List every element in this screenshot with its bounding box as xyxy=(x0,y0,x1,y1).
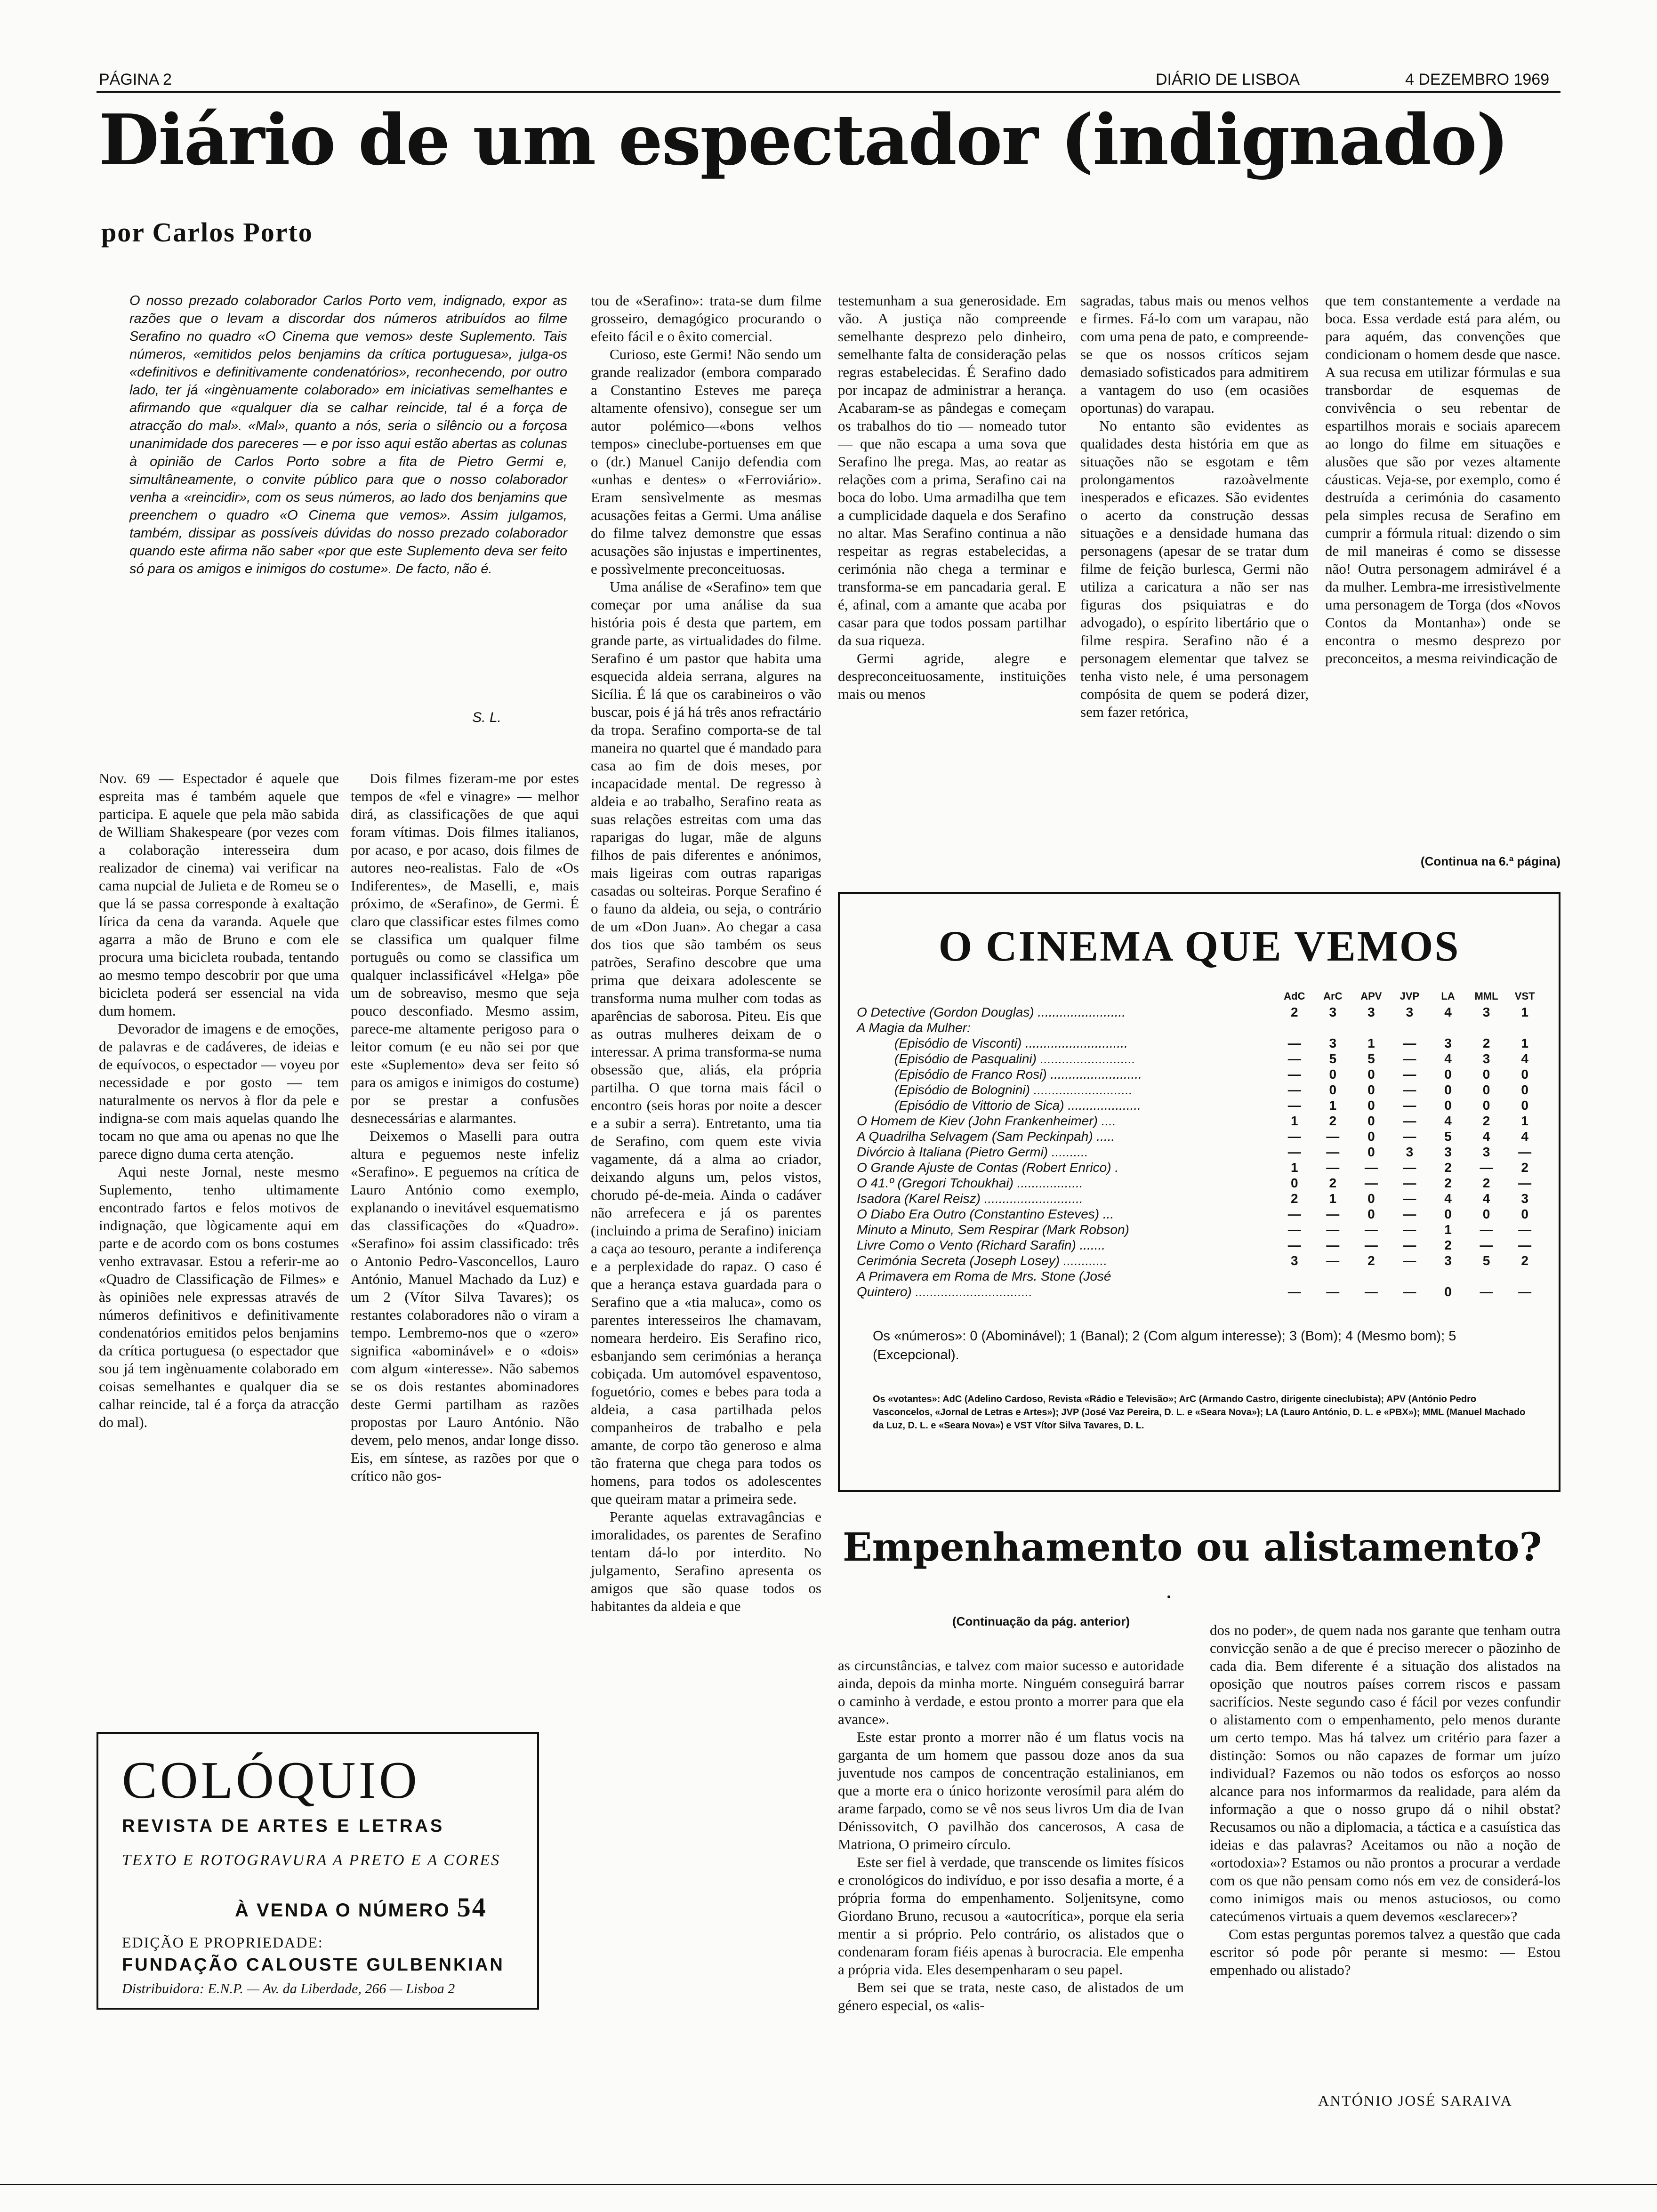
table-row xyxy=(857,1222,1544,1237)
article-2-column-2 xyxy=(1210,1621,1560,1979)
rating-cell: 3 xyxy=(1329,1004,1337,1019)
rating-cell: — xyxy=(1403,1035,1416,1050)
rating-cell: 4 xyxy=(1444,1191,1452,1206)
rating-cell xyxy=(1352,1020,1391,1035)
rating-cell: 4 xyxy=(1444,1051,1452,1066)
rating-scale-legend: Os «números»: 0 (Abominável); 1 (Banal); 2 (Com algum interesse); 3 (Bom); 4 (Mesmo bom); 5 (Excepcional). xyxy=(873,1329,1456,1362)
paragraph: dos no poder», de quem nada nos garante que tenham outra convicção senão a de que é preciso merecer o pãozinho de cada dia. Bem diferente é a situação dos alistados na oposição que noutros países correm riscos e passam sacrifícios. Neste segundo caso é fácil por vezes confundir o alistamento com o empenhamento, pelo menos durante um certo tempo. Mas há talvez um critério para fazer a distinção: Somos ou não capazes de formar um juízo individual? Fazemos ou não todos os esforços ao nosso alcance para nos informarmos da realidade, para além da informação a que o nosso grupo dá o nihil obstat? Recusamos ou não a diplomacia, a táctica e a casuística das ideias e das palavras? Aceitamos ou não a noção de «ortodoxia»? Estamos ou não prontos a procurar a verdade com os que não pensam como nós em vez de considerá-los como inimigos mais ou menos astuciosos, ou como catecúmenos virtuais a quem devemos «esclarecer»? xyxy=(1210,1622,1560,1924)
rating-cell: — xyxy=(1518,1175,1532,1190)
table-row xyxy=(857,1051,1544,1066)
rating-cell: 2 xyxy=(1444,1160,1452,1175)
rating-cell: — xyxy=(1403,1082,1416,1097)
film-title: (Episódio de Franco Rosi) ......................... xyxy=(894,1066,1142,1082)
rating-cell: 0 xyxy=(1482,1066,1490,1082)
rating-cell: 1 xyxy=(1521,1035,1528,1050)
paragraph: Aqui neste Jornal, neste mesmo Suplemento, tenho ultimamente encontrado fartos e felos motivos de indignação, que lògicamente aqui em parte e de acordo com os bons costumes venho extravasar. Estou a referir-me ao «Quadro de Classificação de Filmes» e às opiniões nele expressas através de números definitivos e definitivamente condenatórios emitidos pelos benjamins da crítica portuguesa (o espectador que sou já tem ingènuamente colaborado em coisas semelhantes e qualquer dia se calhar reincide, tal é a força da atracção do mal). xyxy=(99,1163,339,1430)
paragraph: Devorador de imagens e de emoções, de palavras e de cadáveres, de ideias e de equívocos, o espectador — voyeu por necessidade e por gosto — tem naturalmente os nervos à flor da pele e indigna-se com mais aquelas quando lhe tocam no que ama ou apenas no que lhe parece digno duma certa atenção. xyxy=(99,1020,339,1162)
paragraph: sagradas, tabus mais ou menos velhos e firmes. Fá-lo com um varapau, não com uma pena de pato, e compreende-se que os nossos críticos sejam demasiado sofisticados para admitirem a vantagem do uso (em ocasiões oportunas) do varapau. xyxy=(1080,292,1309,416)
rating-cell xyxy=(1505,1268,1544,1284)
rating-cell xyxy=(1391,1020,1429,1035)
paragraph: Este ser fiel à verdade, que transcende os limites físicos e cronológicos do indivíduo, e por isso desafia a morte, é a própria forma do empenhamento. Soljenitsyne, como Giordano Bruno, recusou a «autocrítica», porque ela seria mentir a si próprio. Pelo contrário, os alistados que o condenaram foram fiéis apenas à burocracia. Ele empenha a própria vida. Eles desempenharam o seu papel. xyxy=(838,1854,1184,1978)
rating-cell: — xyxy=(1287,1144,1301,1159)
film-title: (Episódio de Visconti) ............................ xyxy=(894,1035,1128,1050)
article-column-3 xyxy=(591,292,821,1615)
film-title: A Primavera em Roma de Mrs. Stone (José xyxy=(857,1268,1111,1283)
rating-cell: 0 xyxy=(1444,1066,1452,1082)
rating-cell: — xyxy=(1518,1222,1532,1237)
rating-cell: — xyxy=(1326,1129,1340,1144)
rating-cell: — xyxy=(1364,1175,1378,1190)
rating-cell: 4 xyxy=(1444,1004,1452,1019)
footer-rule xyxy=(0,2184,1657,2185)
table-row xyxy=(857,1066,1544,1082)
paragraph: Germi agride, alegre e despreconceituosamente, instituições mais ou menos xyxy=(838,650,1066,702)
table-body xyxy=(857,1004,1544,1299)
rating-cell: 0 xyxy=(1367,1082,1375,1097)
rating-cell: 0 xyxy=(1367,1113,1375,1128)
rating-cell: 3 xyxy=(1444,1035,1452,1050)
rating-cell: — xyxy=(1364,1222,1378,1237)
film-title: Isadora (Karel Reisz) ........................... xyxy=(857,1191,1083,1206)
article-column-5 xyxy=(1080,292,1309,721)
paragraph: tou de «Serafino»: trata-se dum filme grosseiro, demagógico procurando o efeito fácil e o êxito comercial. xyxy=(591,292,821,345)
rating-cell: 0 xyxy=(1521,1098,1528,1113)
cinema-ratings-title: O CINEMA QUE VEMOS xyxy=(938,922,1460,970)
film-title: (Episódio de Bolognini) ........................... xyxy=(894,1082,1133,1097)
table-row xyxy=(857,1206,1544,1222)
cinema-ratings-table xyxy=(857,990,1544,1299)
paragraph: Perante aquelas extravagâncias e imoralidades, os parentes de Serafino tentam dá-lo por interdito. No julgamento, Serafino apresenta os amigos que são quase todos os habitantes da aldeia e que xyxy=(591,1508,821,1614)
rating-cell: — xyxy=(1364,1237,1378,1252)
rating-cell: 0 xyxy=(1521,1066,1528,1082)
bullet-dot xyxy=(1167,1595,1170,1598)
paragraph: Com estas perguntas poremos talvez a questão que cada escritor só pode pôr perante si mesmo: — Estou empenhado ou alistado? xyxy=(1210,1926,1560,1978)
film-title: (Episódio de Vittorio de Sica) .................... xyxy=(894,1098,1141,1113)
ad-issue-number: 54 xyxy=(457,1892,487,1923)
table-row xyxy=(857,1129,1544,1144)
editorial-signature: S. L. xyxy=(472,710,501,725)
table-header-film xyxy=(857,990,1275,1004)
table-header: MML xyxy=(1474,990,1498,1002)
paragraph: No entanto são evidentes as qualidades desta história em que as situações não se esgotam e têm prolongamentos razoàvelmente inesperados e eficazes. São evidentes o acerto da construção dessas situações e a densidade humana das personagens (apesar de se tratar dum filme de feição burlesca, Germi não utiliza a caricatura a não ser nas figuras dos psiquiatras e do advogado), o espírito libertário que o filme respira. Serafino não é a personagem elementar que talvez se tenha visto nele, é uma personagem compósita de quem se poderá dizer, sem fazer retórica, xyxy=(1080,417,1309,720)
rating-cell: — xyxy=(1364,1160,1378,1175)
rating-cell: 5 xyxy=(1482,1253,1490,1268)
rating-cell: 0 xyxy=(1444,1082,1452,1097)
ad-distribution: Distribuidora: E.N.P. — Av. da Liberdade, 266 — Lisboa 2 xyxy=(122,1981,455,1996)
rating-cell: — xyxy=(1287,1222,1301,1237)
rating-cell: — xyxy=(1403,1253,1416,1268)
rating-cell: — xyxy=(1287,1237,1301,1252)
rating-cell: — xyxy=(1403,1051,1416,1066)
rating-cell: — xyxy=(1480,1284,1493,1299)
continued-note: (Continua na 6.ª página) xyxy=(1420,854,1560,868)
rating-cell: — xyxy=(1287,1284,1301,1299)
article-column-2 xyxy=(351,769,579,1485)
rating-cell: — xyxy=(1403,1160,1416,1175)
issue-date: 4 DEZEMBRO 1969 xyxy=(1405,71,1550,88)
paragraph: testemunham a sua generosidade. Em vão. A justiça não compreende semelhante desprezo pelo dinheiro, semelhante falta de consideração pelas regras estabelecidas. É Serafino dado por incapaz de administrar a herança. Acabaram-se as pândegas e começam os trabalhos do tio — nomeado tutor — que não escapa a uma sova que Serafino lhe prega. Mas, ao reatar as relações com a prima, Serafino cai na boca do lobo. Uma armadilha que tem a cumplicidade daquela e dos Serafino no altar. Mas Serafino continua a não respeitar as regras estabelecidas, a cerimónia não chega a terminar e transforma-se em pancadaria geral. E é, afinal, com a amante que acaba por casar para que todos possam partilhar da sua riqueza. xyxy=(838,292,1066,649)
film-title: A Quadrilha Selvagem (Sam Peckinpah) ..... xyxy=(857,1129,1115,1144)
rating-cell: 2 xyxy=(1367,1253,1375,1268)
rating-cell: 1 xyxy=(1329,1191,1337,1206)
paragraph: Uma análise de «Serafino» tem que começar por uma análise da sua história pois é desta que partem, em grande parte, as virtualidades do filme. Serafino é um pastor que habita uma esquecida aldeia serrana, algures na Sicília. É lá que os carabineiros o vão buscar, pois é já há três anos refractário da tropa. Serafino comporta-se de tal maneira no quartel que é mandado para casa ao fim de dois meses, por incapacidade mental. De regresso à aldeia e ao trabalho, Serafino reata as suas relações estreitas com uma das raparigas do lugar, mãe de alguns filhos de pais diferentes e anónimos, mais ligeiras com outras raparigas casadas ou solteiras. Porque Serafino é o fauno da aldeia, ou seja, o contrário de um «Don Juan». Ao chegar a casa dos tios que são também os seus patrões, Serafino descobre que uma prima que deixara adolescente se transforma numa mulher com todas as aparências de saborosa. Piteu. Eis que as outras mulheres deixam de o interessar. A prima transforma-se numa obsessão que, aliás, ela própria partilha. O que torna mais fácil o encontro (seis horas por noite a descer e a subir a serra). Entretanto, uma tia de Serafino, com quem este vivia vagamente, dá a alma ao criador, deixando alguns um, pelos vistos, chorudo pé-de-meia. Ainda o cadáver não arrefecera e já os parentes (incluindo a prima de Serafino) iniciam a caça ao tesouro, perante a indiferença e a perplexidade do rapaz. O caso é que a herança estava guardada para o Serafino que a «tia maluca», como os parentes interesseiros lhe chamavam, nomeara herdeiro. Eis Serafino rico, esbanjando sem cerimónias a herança cobiçada. Um automóvel espaventoso, foguetório, comes e bebes para toda a aldeia, a casa partilhada pelos companheiros de trabalho e pela amante, de corpo tão generoso e alma tão fraterna que chega para todos os homens, para todos os adolescentes que queiram matar a primeira sede. xyxy=(591,578,821,1507)
rating-cell: — xyxy=(1287,1051,1301,1066)
rating-cell: — xyxy=(1287,1129,1301,1144)
rating-cell: — xyxy=(1326,1206,1340,1221)
table-row xyxy=(857,1004,1544,1020)
rating-cell: — xyxy=(1326,1160,1340,1175)
rating-cell: — xyxy=(1287,1098,1301,1113)
rating-cell: — xyxy=(1287,1066,1301,1082)
rating-cell: 4 xyxy=(1444,1113,1452,1128)
rating-cell: 3 xyxy=(1482,1144,1490,1159)
rating-cell: 2 xyxy=(1521,1253,1528,1268)
film-title: Divórcio à Italiana (Pietro Germi) .......... xyxy=(857,1144,1088,1159)
rating-cell: 4 xyxy=(1482,1191,1490,1206)
rating-cell: 3 xyxy=(1406,1004,1414,1019)
rating-cell: 2 xyxy=(1290,1191,1298,1206)
continued-from-note: (Continuação da pág. anterior) xyxy=(952,1614,1130,1628)
rating-cell: 2 xyxy=(1290,1004,1298,1019)
paragraph: Deixemos o Maselli para outra altura e peguemos neste infeliz «Serafino». E peguemos na crítica de Lauro António como exemplo, explanando o inevitável esquematismo das classificações do «Quadro». «Serafino» foi assim classificado: três o Antonio Pedro-Vasconcellos, Lauro António, Manuel Machado da Luz) e um 2 (Vítor Silva Tavares); os restantes colaboradores não o viram a tempo. Lembremo-nos que o «zero» significa «abominável» e o «dois» com algum «interesse». Não sabemos se os dois restantes abominadores deste Germi partilham as razões propostas por Lauro António. Não devem, pelo menos, andar longe disso. Eis, em síntese, as razões por que o crítico não gos- xyxy=(351,1128,579,1484)
rating-cell: 0 xyxy=(1521,1082,1528,1097)
rating-cell: 0 xyxy=(1367,1206,1375,1221)
rating-cell: — xyxy=(1326,1284,1340,1299)
rating-cell: — xyxy=(1480,1222,1493,1237)
rating-cell: 2 xyxy=(1444,1175,1452,1190)
table-row xyxy=(857,1191,1544,1206)
rating-cell: — xyxy=(1403,1066,1416,1082)
table-row xyxy=(857,1144,1544,1160)
rating-cell: — xyxy=(1403,1191,1416,1206)
header-rule xyxy=(97,91,1560,93)
rating-cell: 2 xyxy=(1482,1113,1490,1128)
rating-cell: 1 xyxy=(1521,1113,1528,1128)
paragraph: Este estar pronto a morrer não é um flatus vocis na garganta de um homem que passou doze anos da sua juventude nos campos de concentração estalinianos, em que a morte era o único horizonte verosímil para além do arame farpado, como se vê nos seus livros Um dia de Ivan Dénissovitch, O pavilhão dos cancerosos, A casa de Matriona, O primeiro círculo. xyxy=(838,1729,1184,1852)
rating-cell: 0 xyxy=(1444,1098,1452,1113)
rating-cell: 5 xyxy=(1444,1129,1452,1144)
rating-cell: — xyxy=(1287,1082,1301,1097)
article-2-title: Empenhamento ou alistamento? xyxy=(843,1525,1542,1570)
table-header: AdC xyxy=(1284,990,1305,1002)
table-row xyxy=(857,1098,1544,1113)
rating-cell: 5 xyxy=(1367,1051,1375,1066)
article-byline: por Carlos Porto xyxy=(101,217,313,248)
article-column-4 xyxy=(838,292,1066,703)
paragraph: Nov. 69 — Espectador é aquele que espreita mas é também aquele que participa. E aquele que pela mão sabida de William Shakespeare (por vezes com a colaboração interesseira dum realizador de cinema) vai verificar na cama nupcial de Julieta e de Romeu se o que lá se passa corresponde à exaltação lírica da cena da varanda. Aquele que agarra a mão de Bruno e com ele procura uma bicicleta roubada, tentando ao mesmo tempo descobrir por que uma bicicleta poderá ser essencial na vida dum homem. xyxy=(99,770,339,1019)
paragraph: Bem sei que se trata, neste caso, de alistados de um género especial, os «alis- xyxy=(838,1979,1184,2013)
rating-cell xyxy=(1391,1268,1429,1284)
rating-cell: 0 xyxy=(1444,1206,1452,1221)
film-title: O Grande Ajuste de Contas (Robert Enrico) . xyxy=(857,1160,1119,1175)
film-title: Livre Como o Vento (Richard Sarafin) ....... xyxy=(857,1237,1106,1252)
rating-cell: 0 xyxy=(1290,1175,1298,1190)
rating-cell: 0 xyxy=(1444,1284,1452,1299)
rating-cell: 0 xyxy=(1367,1129,1375,1144)
rating-cell: 1 xyxy=(1290,1113,1298,1128)
paragraph: Curioso, este Germi! Não sendo um grande realizador (embora comparado a Constantino Esteves me pareça altamente ofensivo), consegue ser um autor polémico—«bons velhos tempos» cineclube-portuenses em que o (dr.) Manuel Canijo defendia com «unhas e dentes» o «Ferroviário». Eram sensìvelmente as mesmas acusações feitas a Germi. Uma análise do filme talvez demonstre que essas acusações são injustas e impertinentes, e possìvelmente preconceituosas. xyxy=(591,346,821,577)
rating-cell: 2 xyxy=(1482,1035,1490,1050)
table-header: VST xyxy=(1514,990,1535,1002)
film-title: O 41.º (Gregori Tchoukhai) .................. xyxy=(857,1175,1083,1190)
ad-sale xyxy=(235,1891,487,1923)
rating-cell: 4 xyxy=(1521,1051,1528,1066)
rating-cell: 2 xyxy=(1329,1113,1337,1128)
rating-cell xyxy=(1275,1020,1314,1035)
rating-cell: 2 xyxy=(1482,1175,1490,1190)
table-row xyxy=(857,1175,1544,1191)
rating-cell: — xyxy=(1403,1222,1416,1237)
ad-sale-label: À VENDA O NÚMERO xyxy=(235,1900,450,1921)
rating-cell xyxy=(1352,1268,1391,1284)
film-title: O Diabo Era Outro (Constantino Esteves) ... xyxy=(857,1206,1114,1221)
paragraph: Dois filmes fizeram-me por estes tempos de «fel e vinagre» — melhor dirá, as classificações de que aqui foram vítimas. Dois filmes italianos, por acaso, e por acaso, dois filmes de autores neo-realistas. Falo de «Os Indiferentes», de Maselli, e, mais próximo, de «Serafino», de Germi. É claro que classificar estes filmes como se classifica um qualquer filme português ou como se classifica um qualquer inclassificável «Helga» põe um de sobreaviso, mesmo que seja pouco desconfiado. Mesmo assim, parece-me altamente perigoso para o leitor comum (e eu não sei por que este «Suplemento» deva ser feito só para os amigos e inimigos do costume) por se prestar a confusões desnecessárias e alarmantes. xyxy=(351,770,579,1126)
film-title: A Magia da Mulher: xyxy=(857,1020,971,1035)
rating-cell: 0 xyxy=(1482,1206,1490,1221)
table-header-row xyxy=(857,990,1544,1004)
ad-title: COLÓQUIO xyxy=(122,1751,420,1810)
film-title: Quintero) ................................ xyxy=(857,1284,1033,1299)
article-2-author: ANTÓNIO JOSÉ SARAIVA xyxy=(1318,2092,1512,2109)
ad-edition: EDIÇÃO E PROPRIEDADE: xyxy=(122,1934,323,1951)
rating-cell: — xyxy=(1364,1284,1378,1299)
rating-cell xyxy=(1429,1020,1467,1035)
cinema-ratings-box xyxy=(838,892,1560,1492)
rating-cell: 3 xyxy=(1482,1004,1490,1019)
rating-cell: — xyxy=(1480,1237,1493,1252)
film-title: O Detective (Gordon Douglas) ........................ xyxy=(857,1004,1126,1019)
table-header: APV xyxy=(1360,990,1382,1002)
rating-cell: 2 xyxy=(1521,1160,1528,1175)
rating-cell: — xyxy=(1403,1237,1416,1252)
rating-cell xyxy=(1467,1020,1506,1035)
table-row xyxy=(857,1268,1544,1284)
article-2-column-1 xyxy=(838,1657,1184,2014)
paragraph: as circunstâncias, e talvez com maior sucesso e autoridade ainda, depois da minha morte. Ninguém conseguirá barrar o caminho à verdade, e estou pronto a morrer para que ela avance». xyxy=(838,1657,1184,1727)
rating-cell: — xyxy=(1287,1035,1301,1050)
rating-cell: — xyxy=(1403,1129,1416,1144)
rating-cell: — xyxy=(1518,1237,1532,1252)
table-row xyxy=(857,1113,1544,1129)
rating-cell: 3 xyxy=(1444,1144,1452,1159)
ad-foundation: FUNDAÇÃO CALOUSTE GULBENKIAN xyxy=(122,1955,505,1975)
rating-cell: 0 xyxy=(1367,1191,1375,1206)
rating-cell: — xyxy=(1287,1206,1301,1221)
rating-cell: 2 xyxy=(1329,1175,1337,1190)
paragraph: que tem constantemente a verdade na boca. Essa verdade está para além, ou para aquém, das convenções que condicionam o homem desde que nasce. A sua recusa em utilizar fórmulas e sua transbordar de esquemas de convivência o seu rebentar de espartilhos morais e sociais aparecem ao longo do filme em situações e alusões que são por vezes altamente cáusticas. Veja-se, por exemplo, como é destruída a cerimónia do casamento pela simples recusa de Serafino em cumprir a fórmula ritual: dizendo o sim de mil maneiras é como se dissesse não! Outra personagem admirável é a da mulher. Lembra-me irresistìvelmente uma personagem de Torga (dos «Novos Contos da Montanha») onde se encontra o mesmo desprezo por preconceitos, a mesma reivindicação de xyxy=(1325,292,1560,666)
rating-cell: 1 xyxy=(1290,1160,1298,1175)
rating-cell: 3 xyxy=(1290,1253,1298,1268)
rating-cell: — xyxy=(1403,1113,1416,1128)
rating-cell: — xyxy=(1326,1253,1340,1268)
film-title: Cerimónia Secreta (Joseph Losey) ............ xyxy=(857,1253,1108,1268)
rating-cell: — xyxy=(1403,1284,1416,1299)
rating-cell: 3 xyxy=(1521,1191,1528,1206)
film-title: Minuto a Minuto, Sem Respirar (Mark Robson) xyxy=(857,1222,1129,1237)
rating-cell: 1 xyxy=(1521,1004,1528,1019)
newspaper-name: DIÁRIO DE LISBOA xyxy=(1156,71,1300,88)
rating-cell: 0 xyxy=(1329,1066,1337,1082)
rating-cell: — xyxy=(1326,1222,1340,1237)
ad-tagline: TEXTO E ROTOGRAVURA A PRETO E A CORES xyxy=(122,1851,501,1869)
rating-cell: 2 xyxy=(1444,1237,1452,1252)
rating-cell: 0 xyxy=(1521,1206,1528,1221)
rating-cell: 3 xyxy=(1444,1253,1452,1268)
rating-cell: — xyxy=(1403,1206,1416,1221)
rating-cell: — xyxy=(1518,1144,1532,1159)
article-column-1 xyxy=(99,769,339,1431)
rating-cell: 1 xyxy=(1367,1035,1375,1050)
article-title: Diário de um espectador (indignado) xyxy=(99,99,1508,181)
editorial-intro: O nosso prezado colaborador Carlos Porto vem, indignado, expor as razões que o levam a discordar dos números atribuídos ao filme Serafino no quadro «O Cinema que vemos» deste Suplemento. Tais números, «emitidos pelos benjamins da crítica portuguesa», julga-os «definitivos e definitivamente condenatórios», reconhecendo, por outro lado, ter já «ingènuamente colaborado» em iniciativas semelhantes e afirmando que «qualquer dia se calhar reincide, tal é a força de atracção do mal». «Mal», quanto a nós, seria o silêncio ou a forçosa unanimidade dos pareceres — e por isso aqui estão abertas as colunas à opinião de Carlos Porto sobre a fita de Pietro Germi e, simultâneamente, o convite público para que o nosso colaborador venha a «reincidir», com os seus números, ao lado dos benjamins que preenchem o quadro «O Cinema que vemos». Assim julgamos, também, dissipar as possíveis dúvidas do nosso prezado colaborador quando este afirma não saber «por que este Suplemento deva ser feito só para os amigos e inimigos do costume». De facto, não é. xyxy=(129,293,567,577)
rating-cell: 3 xyxy=(1482,1051,1490,1066)
rating-cell: — xyxy=(1326,1144,1340,1159)
rating-cell: — xyxy=(1326,1237,1340,1252)
rating-cell: 0 xyxy=(1482,1082,1490,1097)
rating-cell: — xyxy=(1403,1098,1416,1113)
rating-cell: 1 xyxy=(1444,1222,1452,1237)
ad-subtitle: REVISTA DE ARTES E LETRAS xyxy=(122,1816,445,1836)
rating-cell xyxy=(1314,1020,1352,1035)
rating-cell: — xyxy=(1403,1175,1416,1190)
table-row xyxy=(857,1082,1544,1098)
rating-cell: 4 xyxy=(1521,1129,1528,1144)
rating-cell: 3 xyxy=(1406,1144,1414,1159)
table-row xyxy=(857,1020,1544,1035)
rating-cell xyxy=(1314,1268,1352,1284)
rating-cell xyxy=(1429,1268,1467,1284)
rating-cell: 0 xyxy=(1329,1082,1337,1097)
rating-cell xyxy=(1505,1020,1544,1035)
rating-cell: 0 xyxy=(1367,1144,1375,1159)
rating-cell: 0 xyxy=(1482,1098,1490,1113)
table-header: ArC xyxy=(1323,990,1343,1002)
page-number: PÁGINA 2 xyxy=(99,71,172,88)
table-row xyxy=(857,1253,1544,1268)
rating-cell xyxy=(1275,1268,1314,1284)
table-row xyxy=(857,1237,1544,1253)
table-row xyxy=(857,1035,1544,1051)
rating-cell: 3 xyxy=(1329,1035,1337,1050)
table-row xyxy=(857,1284,1544,1299)
rating-cell: 4 xyxy=(1482,1129,1490,1144)
rating-cell: — xyxy=(1480,1160,1493,1175)
film-title: (Episódio de Pasqualini) .......................... xyxy=(894,1051,1135,1066)
article-column-6 xyxy=(1325,292,1560,667)
rating-cell: 5 xyxy=(1329,1051,1337,1066)
voters-legend: Os «votantes»: AdC (Adelino Cardoso, Revista «Rádio e Televisão»; ArC (Armando Castro, dirigente cineclubista); APV (António Pedro Vasconcelos, «Jornal de Letras e Artes»); JVP (José Vaz Pereira, D. L. e «Seara Nova»); LA (Lauro António, D. L. e «PBX»); MML (Manuel Machado da Luz, D. L. e «Seara Nova») e VST Vítor Silva Tavares, D. L. xyxy=(873,1394,1526,1431)
rating-cell: 1 xyxy=(1329,1098,1337,1113)
table-header: JVP xyxy=(1400,990,1420,1002)
table-row xyxy=(857,1160,1544,1175)
rating-cell: — xyxy=(1518,1284,1532,1299)
rating-cell: 0 xyxy=(1367,1098,1375,1113)
rating-cell: 3 xyxy=(1367,1004,1375,1019)
rating-cell xyxy=(1467,1268,1506,1284)
film-title: O Homem de Kiev (John Frankenheimer) .... xyxy=(857,1113,1116,1128)
rating-cell: 0 xyxy=(1367,1066,1375,1082)
coloquio-advertisement xyxy=(97,1732,539,2010)
table-header: LA xyxy=(1441,990,1455,1002)
